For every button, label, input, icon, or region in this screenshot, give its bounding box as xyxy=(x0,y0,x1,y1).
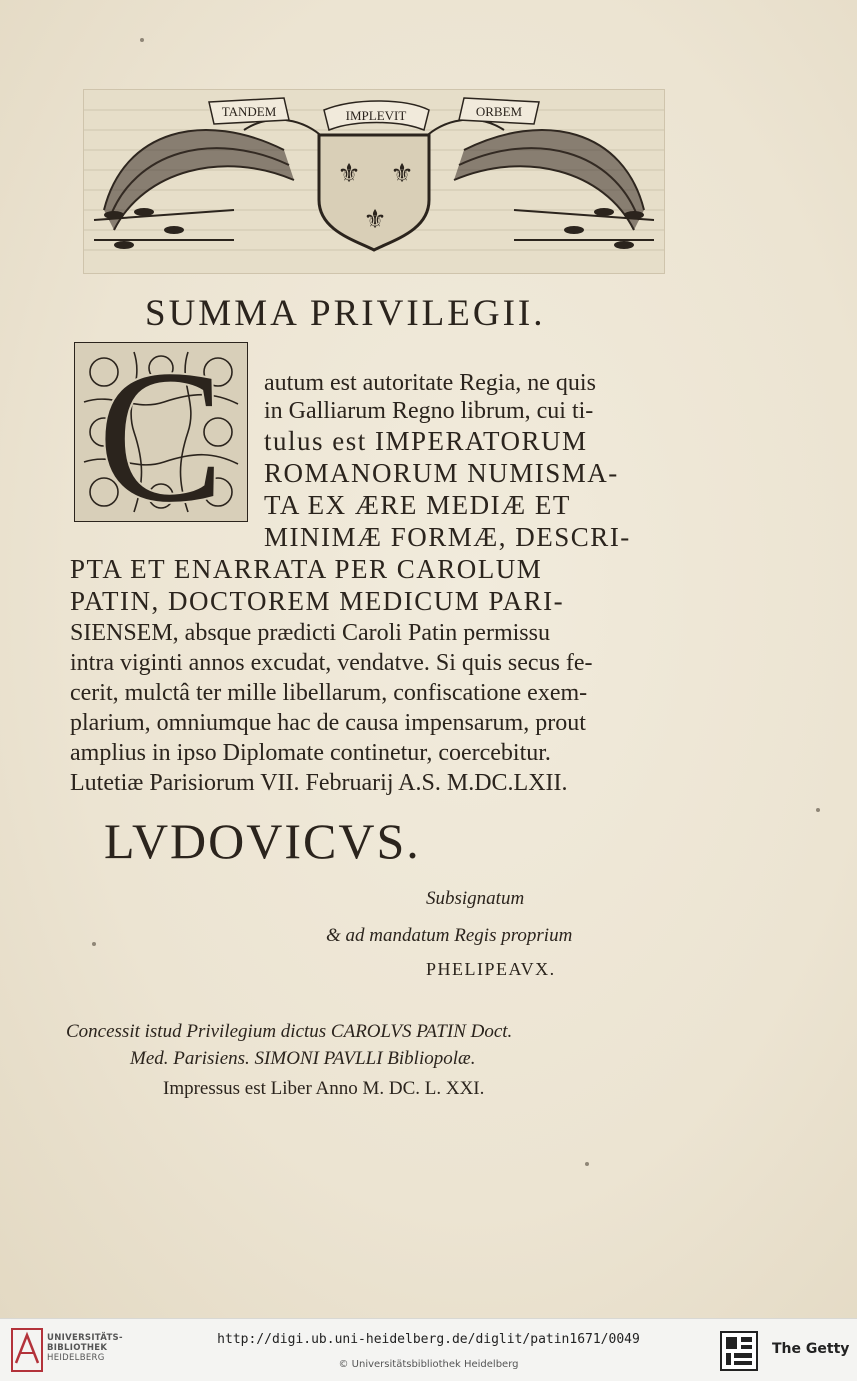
library-name: UNIVERSITÄTS- BIBLIOTHEK HEIDELBERG xyxy=(47,1333,123,1363)
copyright-notice: © Universitätsbibliothek Heidelberg xyxy=(338,1359,519,1370)
concessit-line: Med. Parisiens. SIMONI PAVLLI Bibliopolæ. xyxy=(130,1048,476,1069)
motto-word: IMPLEVIT xyxy=(345,108,407,123)
dropcap-letter: C xyxy=(97,342,225,522)
coat-of-arms-illustration xyxy=(84,90,664,273)
subsignatum-line: Subsignatum xyxy=(426,888,525,909)
text-line: Lutetiæ Parisiorum VII. Februarij A.S. M.DC.LXII. xyxy=(70,770,568,796)
text-line: SIENSEM, absque prædicti Caroli Patin permissu xyxy=(70,620,550,646)
text-line: cerit, mulctâ ter mille libellarum, confiscatione exem- xyxy=(70,680,588,706)
viewer-footer xyxy=(0,1318,857,1381)
text-line: PTA ET ENARRATA PER CAROLUM xyxy=(70,554,543,584)
getty-logo xyxy=(720,1331,758,1371)
text-line: ROMANORUM NUMISMA- xyxy=(264,458,619,488)
king-signature: LVDOVICVS. xyxy=(104,813,421,869)
svg-text:⚜: ⚜ xyxy=(363,205,387,235)
motto-word: ORBEM xyxy=(475,104,523,119)
motto-word: TANDEM xyxy=(221,104,277,119)
paper-speck xyxy=(816,808,820,812)
ornate-dropcap xyxy=(74,342,248,522)
text-line: TA EX ÆRE MEDIÆ ET xyxy=(264,490,571,520)
paper-speck xyxy=(585,1162,589,1166)
engraved-headpiece xyxy=(83,89,665,274)
svg-text:⚜: ⚜ xyxy=(390,159,414,189)
imprint-line: Impressus est Liber Anno M. DC. L. XXI. xyxy=(163,1078,485,1099)
text-line: tulus est IMPERATORUM xyxy=(264,426,588,456)
text-line: amplius in ipso Diplomate continetur, coercebitur. xyxy=(70,740,551,766)
text-line: in Galliarum Regno librum, cui ti- xyxy=(264,398,594,424)
text-line: intra viginti annos excudat, vendatve. Si quis secus fe- xyxy=(70,650,593,676)
mandatum-line: & ad mandatum Regis proprium xyxy=(326,925,573,946)
text-line: MINIMÆ FORMÆ, DESCRI- xyxy=(264,522,631,552)
paper-speck xyxy=(140,38,144,42)
text-line: PATIN, DOCTOREM MEDICUM PARI- xyxy=(70,586,565,616)
secretary-name: PHELIPEAVX. xyxy=(426,959,556,979)
svg-text:⚜: ⚜ xyxy=(337,159,361,189)
partner-name: The Getty xyxy=(772,1341,850,1357)
permalink-url[interactable]: http://digi.ub.uni-heidelberg.de/diglit/patin1671/0049 xyxy=(217,1332,640,1347)
text-line: plarium, omniumque hac de causa impensarum, prout xyxy=(70,710,586,736)
concessit-line: Concessit istud Privilegium dictus CAROLVS PATIN Doct. xyxy=(66,1021,513,1042)
text-line: autum est autoritate Regia, ne quis xyxy=(264,370,596,396)
page-title: SUMMA PRIVILEGII. xyxy=(145,293,546,334)
paper-speck xyxy=(92,942,96,946)
